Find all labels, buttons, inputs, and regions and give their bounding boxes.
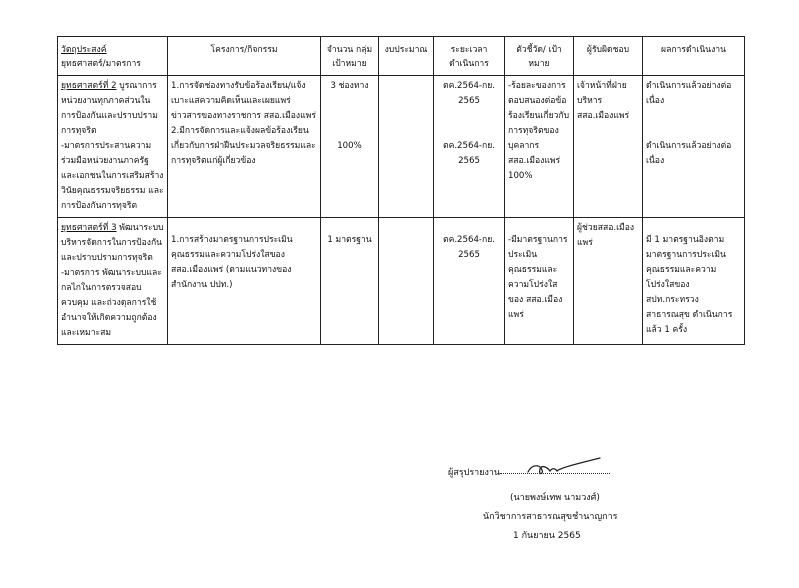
header-row <box>58 37 745 76</box>
indicator-cell: -ร้อยละของการตอบสนองต่อข้อร้องเรียนเกี่ยวกับการทุจริตของบุคลากร สสอ.เมืองแพร่ 100% <box>505 76 574 218</box>
indicator-value: -มีมาตรฐานการประเมินคุณธรรมและความโปร่งใสของ สสอ.เมืองแพร่ <box>508 235 568 320</box>
strategy-cell <box>58 218 168 345</box>
result-cell <box>643 76 745 218</box>
signature-date: 1 กันยายน 2565 <box>513 531 581 541</box>
period-cell <box>434 76 505 218</box>
header-owner: ผู้รับผิดชอบ <box>574 37 643 76</box>
project-item: 1.การสร้างมาตรฐานการประเมินคุณธรรมและความโปร่งใสของ สสอ.เมืองแพร่ (ตามแนวทางของสำนักงาน ปปท.) <box>171 235 293 290</box>
project-item: 1.การจัดช่องทางรับข้อร้องเรียน/แจ้งเบาะแสความคิดเห็นและเผยแพร่ข่าวสารของทางราชการ สสอ.เมืองแพร่ <box>171 81 316 121</box>
header-project: โครงการ/กิจกรรม <box>168 37 321 76</box>
count-value: 100% <box>337 141 362 151</box>
count-value: 1 มาตรฐาน <box>327 235 372 245</box>
result-value: ดำเนินการแล้วอย่างต่อเนื่อง <box>646 81 732 106</box>
budget-cell <box>379 76 434 218</box>
budget-cell <box>379 218 434 345</box>
strategy-text: บูรณาการหน่วยงานทุกภาคส่วนในการป้องกันและปราบปรามการทุจริต <box>61 81 158 136</box>
signature-label: ผู้สรุปรายงาน <box>448 468 501 478</box>
measure-text: -มาตรการประสานความร่วมมือหน่วยงานภาครัฐและเอกชนในการเสริมสร้างวินัยคุณธรรมจริยธรรม และการป้องกันการทุจริต <box>61 141 164 211</box>
report-table <box>57 36 745 345</box>
owner-cell: เจ้าหน้าที่ฝ่ายบริหาร สสอ.เมืองแพร่ <box>574 76 643 218</box>
project-cell <box>168 76 321 218</box>
table-row <box>58 76 745 218</box>
header-goal <box>58 37 168 76</box>
result-value: มี 1 มาตรฐานอิงตามมาตรฐานการประเมินคุณธรรมและความโปร่งใสของ สปท.กระทรวงสาธารณสุข ดำเนินการแล้ว 1 ครั้ง <box>646 235 733 335</box>
signer-name: (นายพงษ์เทพ นามวงศ์) <box>510 493 600 503</box>
period-value: ตค.2564-กย. 2565 <box>442 81 495 106</box>
indicator-cell <box>505 218 574 345</box>
period-cell <box>434 218 505 345</box>
header-count: จำนวน กลุ่มเป้าหมาย <box>321 37 379 76</box>
strategy-cell <box>58 76 168 218</box>
header-goal-sub: ยุทธศาสตร์/มาตรการ <box>61 59 141 69</box>
result-value: ดำเนินการแล้วอย่างต่อเนื่อง <box>646 141 732 166</box>
project-cell <box>168 218 321 345</box>
header-budget: งบประมาณ <box>379 37 434 76</box>
period-value: ตค.2564-กย. 2565 <box>442 141 495 166</box>
signer-position: นักวิชาการสาธารณสุขชำนาญการ <box>483 512 618 522</box>
period-value: ตค.2564-กย. 2565 <box>442 235 495 260</box>
count-value: 3 ช่องทาง <box>330 81 369 91</box>
strategy-text: พัฒนาระบบบริหารจัดการในการป้องกันและปราบปรามการทุจริต <box>61 223 164 263</box>
result-cell <box>643 218 745 345</box>
owner-cell: ผู้ช่วยสสอ.เมืองแพร่ <box>574 218 643 345</box>
strategy-title: ยุทธศาสตร์ที่ 3 <box>61 223 117 233</box>
table-row <box>58 218 745 345</box>
project-item: 2.มีการจัดการและแจ้งผลข้อร้องเรียนเกี่ยวกับการฝ่าฝืนประมวลจริยธรรมและการทุจริตแก่ผู้เกี่ยวข้อง <box>171 126 316 166</box>
measure-text: -มาตรการ พัฒนาระบบและกลไกในการตรวจสอบควบคุม และถ่วงดุลการใช้อำนาจให้เกิดความถูกต้องและเหมาะสม <box>61 268 162 338</box>
header-indicator: ตัวชี้วัด/ เป้าหมาย <box>505 37 574 76</box>
count-cell <box>321 76 379 218</box>
header-goal-title: วัตถุประสงค์ <box>61 45 107 55</box>
strategy-title: ยุทธศาสตร์ที่ 2 <box>61 81 117 91</box>
handwritten-signature <box>524 456 604 482</box>
count-cell <box>321 218 379 345</box>
header-result: ผลการดำเนินงาน <box>643 37 745 76</box>
header-period: ระยะเวลา ดำเนินการ <box>434 37 505 76</box>
